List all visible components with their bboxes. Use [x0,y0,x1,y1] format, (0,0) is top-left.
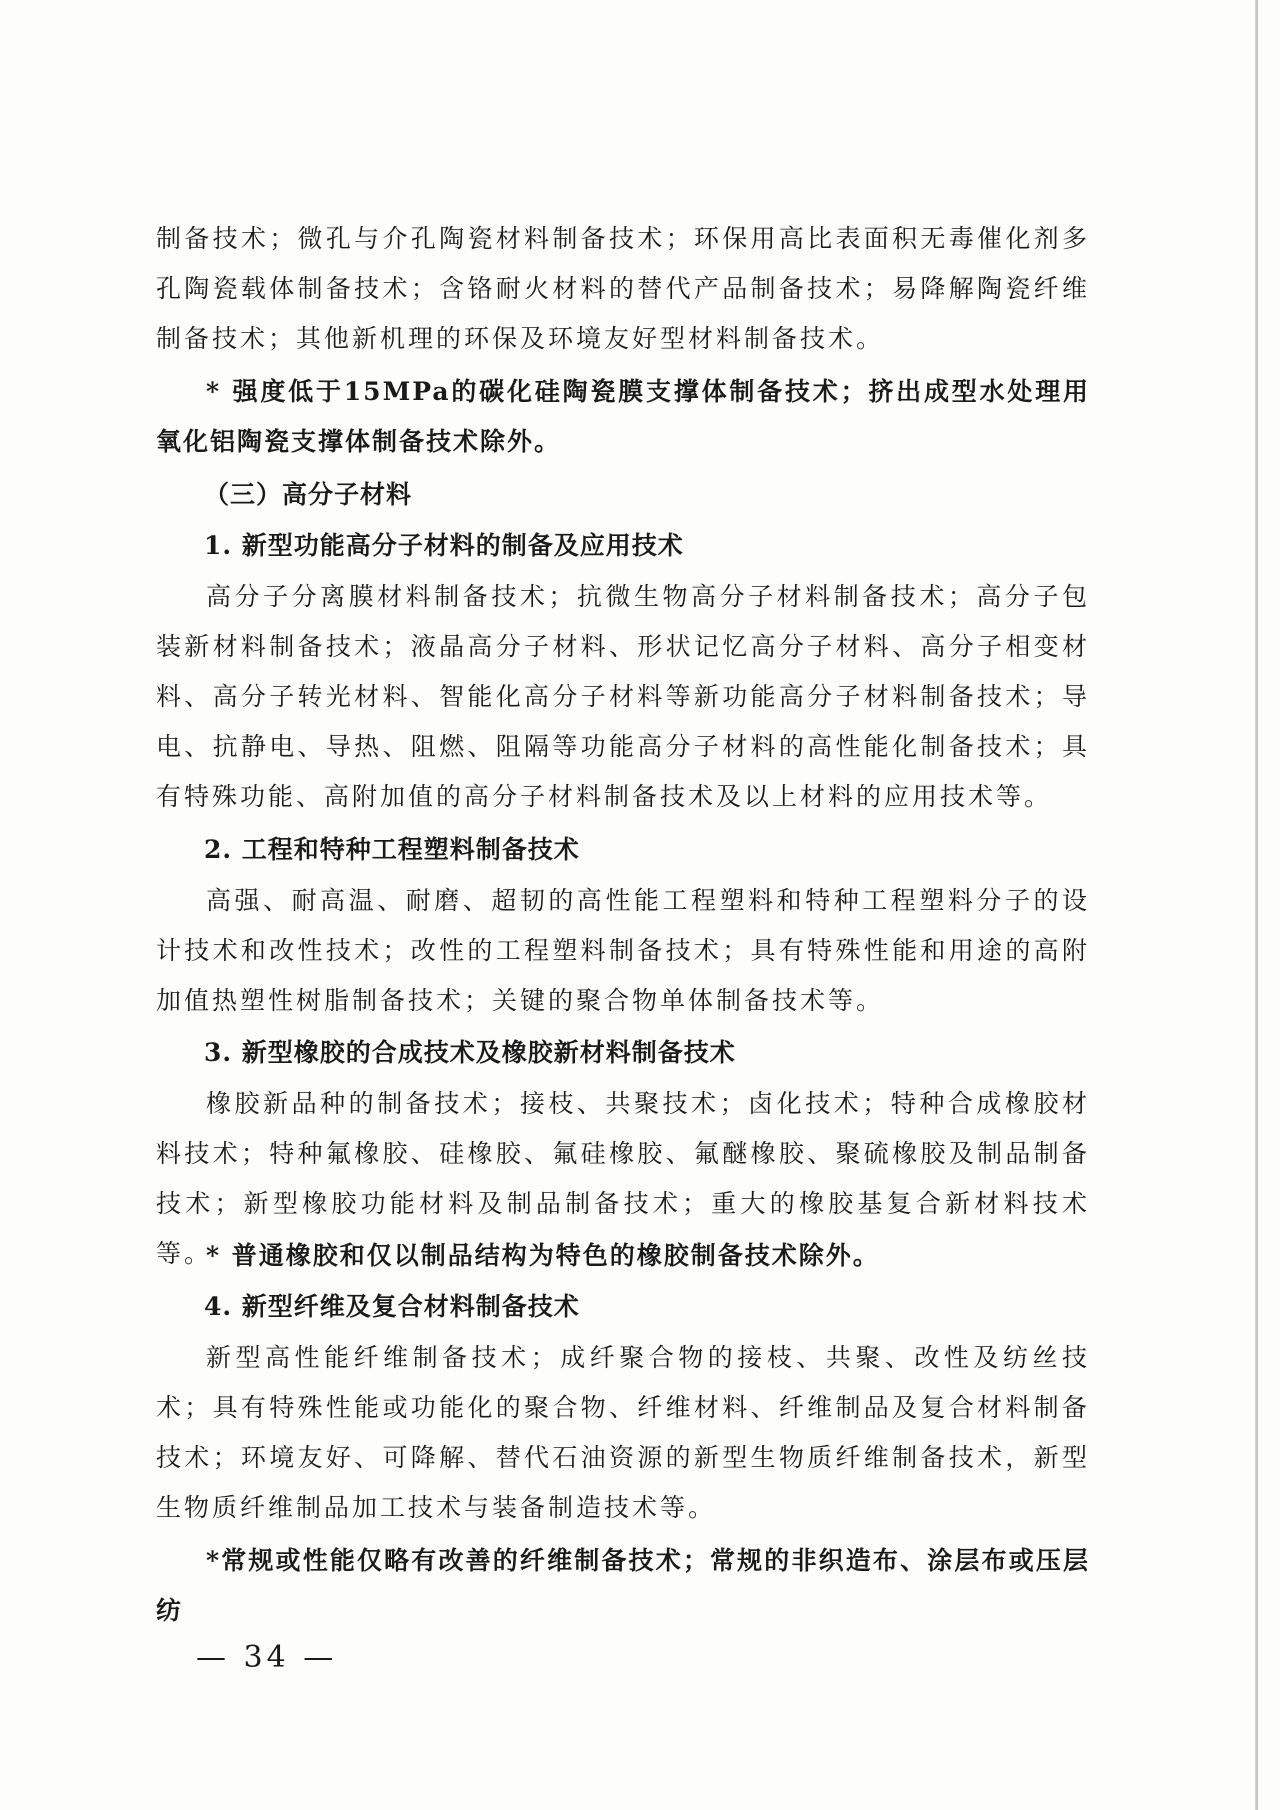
paragraph-rubber: 橡胶新品种的制备技术；接枝、共聚技术；卤化技术；特种合成橡胶材料技术；特种氟橡胶、硅橡胶、氟硅橡胶、氟醚橡胶、聚硫橡胶及制品制备技术；新型橡胶功能材料及制品制备技术；重大的橡胶基复合新材料技术等。 [156,1089,1090,1268]
subheading-functional-polymer: 1. 新型功能高分子材料的制备及应用技术 [204,531,684,560]
exclusion-note-ceramics: * 强度低于15MPa的碳化硅陶瓷膜支撑体制备技术；挤出成型水处理用氧化铝陶瓷支撑体制备技术除外。 [156,377,1090,456]
section-heading-polymer: （三）高分子材料 [204,480,413,509]
page-number: — 34 — [196,1640,338,1675]
paragraph-fiber-composites: 新型高性能纤维制备技术；成纤聚合物的接枝、共聚、改性及纺丝技术；具有特殊性能或功能化的聚合物、纤维材料、纤维制品及复合材料制备技术；环境友好、可降解、替代石油资源的新型生物质纤维制备技术，新型生物质纤维制品加工技术与装备制造技术等。 [156,1343,1090,1522]
paragraph-ceramics-tail: 制备技术；微孔与介孔陶瓷材料制备技术；环保用高比表面积无毒催化剂多孔陶瓷载体制备技术；含铬耐火材料的替代产品制备技术；易降解陶瓷纤维制备技术；其他新机理的环保及环境友好型材料制备技术。 [156,224,1090,353]
subheading-engineering-plastics: 2. 工程和特种工程塑料制备技术 [204,835,580,864]
exclusion-note-fiber: *常规或性能仅略有改善的纤维制备技术；常规的非织造布、涂层布或压层纺 [156,1546,1090,1625]
paragraph-functional-polymer: 高分子分离膜材料制备技术；抗微生物高分子材料制备技术；高分子包装新材料制备技术；液晶高分子材料、形状记忆高分子材料、高分子相变材料、高分子转光材料、智能化高分子材料等新功能高分子材料制备技术；导电、抗静电、导热、阻燃、阻隔等功能高分子材料的高性能化制备技术；具有特殊功能、高附加值的高分子材料制备技术及以上材料的应用技术等。 [156,582,1090,811]
exclusion-note-rubber: * 普通橡胶和仅以制品结构为特色的橡胶制备技术除外。 [206,1241,880,1270]
subheading-fiber-composites: 4. 新型纤维及复合材料制备技术 [204,1292,580,1321]
paragraph-engineering-plastics: 高强、耐高温、耐磨、超韧的高性能工程塑料和特种工程塑料分子的设计技术和改性技术；改性的工程塑料制备技术；具有特殊性能和用途的高附加值热塑性树脂制备技术；关键的聚合物单体制备技术等。 [156,886,1090,1015]
subheading-rubber: 3. 新型橡胶的合成技术及橡胶新材料制备技术 [204,1038,736,1067]
